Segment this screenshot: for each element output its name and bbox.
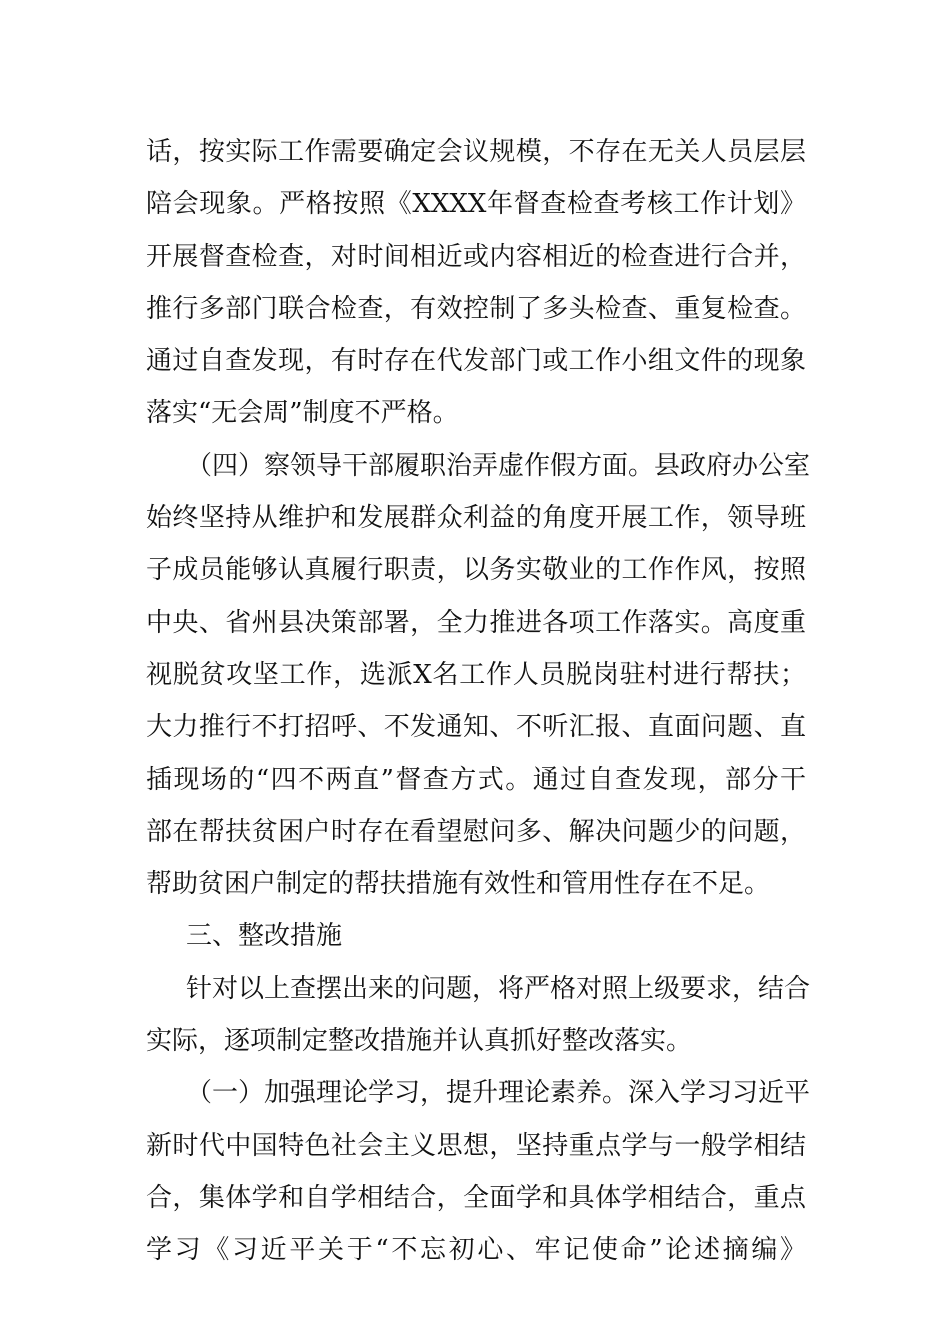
- rectification-intro-start: 针对以上查摆出来的问题，将严格对照上级要求，结合: [186, 973, 811, 1004]
- text-line-12: 大力推行不打招呼、不发通知、不听汇报、直面问题、直: [146, 712, 806, 743]
- text-line-18: 实际，逐项制定整改措施并认真抓好整改落实。: [146, 1026, 693, 1057]
- text-line-6: 落实“无会周”制度不严格。: [146, 398, 459, 429]
- text-line-3: 开展督查检查，对时间相近或内容相近的检查进行合并，: [146, 241, 806, 272]
- text-line-2: 陪会现象。严格按照《XXXX年督查检查考核工作计划》: [146, 189, 806, 220]
- text-line-11: 视脱贫攻坚工作，选派X名工作人员脱岗驻村进行帮扶；: [146, 659, 806, 690]
- measure-one-paragraph-start: （一）加强理论学习，提升理论素养。深入学习习近平: [186, 1078, 811, 1109]
- section-heading: 三、整改措施: [186, 921, 343, 952]
- text-line-4: 推行多部门联合检查，有效控制了多头检查、重复检查。: [146, 293, 806, 324]
- text-line-14: 部在帮扶贫困户时存在看望慰问多、解决问题少的问题，: [146, 816, 806, 847]
- section-four-paragraph-start: （四）察领导干部履职治弄虚作假方面。县政府办公室: [186, 450, 811, 481]
- text-line-1: 话，按实际工作需要确定会议规模，不存在无关人员层层: [146, 137, 806, 167]
- text-line-10: 中央、省州县决策部署，全力推进各项工作落实。高度重: [146, 607, 806, 638]
- text-line-15: 帮助贫困户制定的帮扶措施有效性和管用性存在不足。: [146, 869, 771, 900]
- text-line-9: 子成员能够认真履行职责，以务实敬业的工作作风，按照: [146, 555, 806, 586]
- text-line-21: 合，集体学和自学相结合，全面学和具体学相结合，重点: [146, 1182, 806, 1213]
- document-body: [146, 126, 811, 1277]
- text-line-13: 插现场的“四不两直”督查方式。通过自查发现，部分干: [146, 764, 806, 795]
- text-line-5: 通过自查发现，有时存在代发部门或工作小组文件的现象: [146, 346, 806, 377]
- text-line-20: 新时代中国特色社会主义思想，坚持重点学与一般学相结: [146, 1130, 806, 1161]
- text-line-8: 始终坚持从维护和发展群众利益的角度开展工作，领导班: [146, 503, 806, 534]
- text-line-22: 学习《习近平关于“不忘初心、牢记使命”论述摘编》: [146, 1235, 806, 1266]
